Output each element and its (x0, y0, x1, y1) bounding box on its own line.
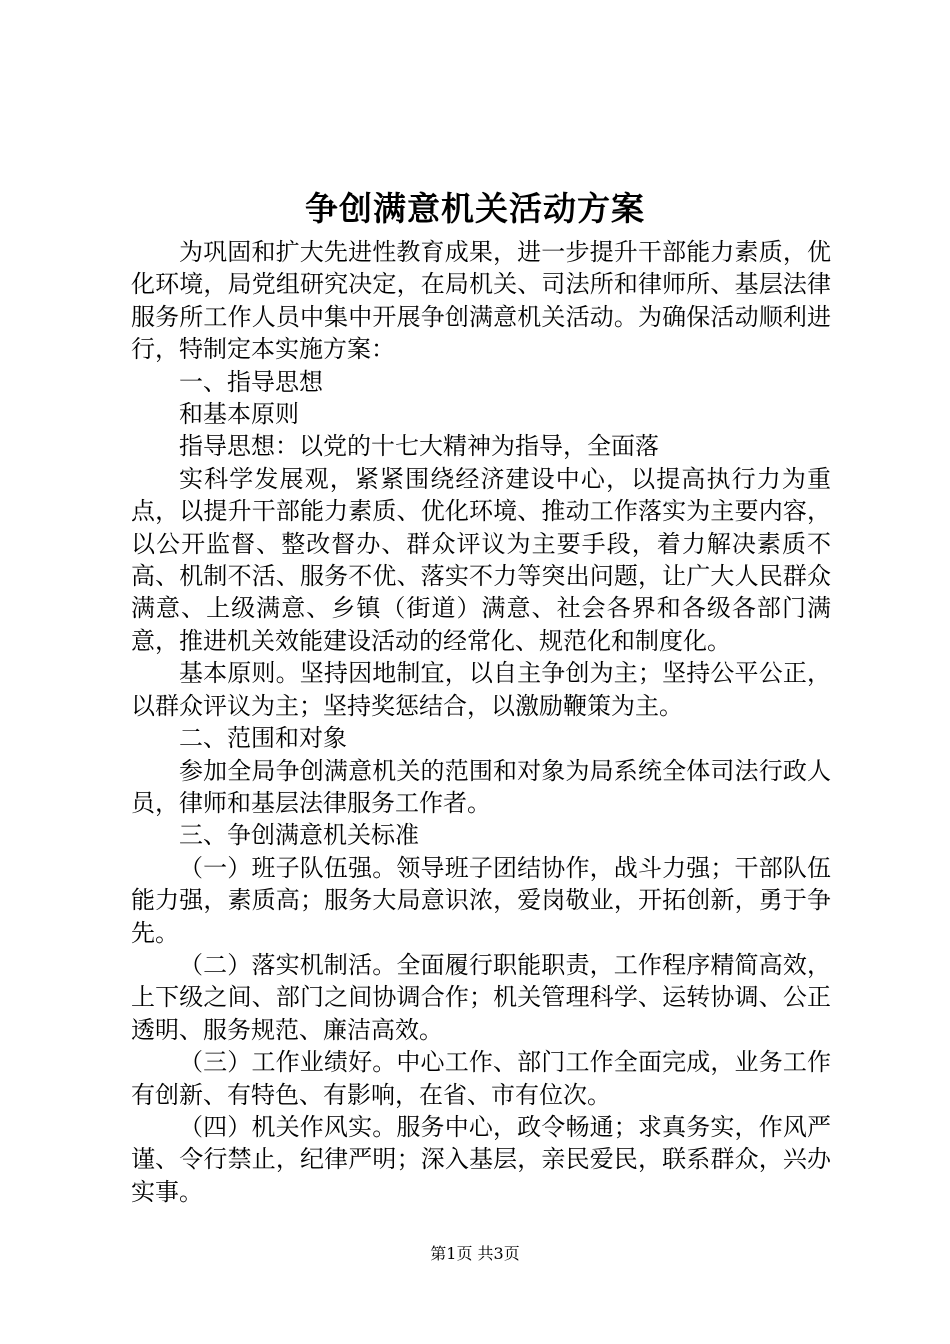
paragraph-guiding-thought: 指导思想：以党的十七大精神为指导，全面落 (179, 432, 659, 461)
page-number: 第1页 共3页 (430, 1244, 520, 1263)
paragraph-standard-3: （三）工作业绩好。中心工作、部门工作全面完成，业务工作有创新、有特色、有影响，在省、市有位次。 (131, 1048, 831, 1109)
document-body (131, 236, 831, 1208)
paragraph-guiding-detail: 实科学发展观，紧紧围绕经济建设中心，以提高执行力为重点，以提升干部能力素质、优化环境、推动工作落实为主要内容，以公开监督、整改督办、群众评议为主要手段，着力解决素质不高、机制不活、服务不优、落实不力等突出问题，让广大人民群众满意、上级满意、乡镇（街道）满意、社会各界和各级各部门满意，推进机关效能建设活动的经常化、规范化和制度化。 (131, 464, 831, 655)
paragraph-standard-1: （一）班子队伍强。领导班子团结协作，战斗力强；干部队伍能力强，素质高；服务大局意识浓，爱岗敬业，开拓创新，勇于争先。 (131, 853, 831, 947)
paragraph-standard-2: （二）落实机制活。全面履行职能职责，工作程序精简高效，上下级之间、部门之间协调合作；机关管理科学、运转协调、公正透明、服务规范、廉洁高效。 (131, 950, 831, 1044)
paragraph-intro: 为巩固和扩大先进性教育成果，进一步提升干部能力素质，优化环境，局党组研究决定，在局机关、司法所和律师所、基层法律服务所工作人员中集中开展争创满意机关活动。为确保活动顺利进行，特制定本实施方案： (131, 238, 831, 364)
section-heading-3: 三、争创满意机关标准 (179, 821, 419, 850)
section-heading-2: 二、范围和对象 (179, 724, 347, 753)
paragraph-scope: 参加全局争创满意机关的范围和对象为局系统全体司法行政人员，律师和基层法律服务工作者。 (131, 756, 831, 817)
paragraph-fragment: 和基本原则 (179, 400, 299, 429)
section-heading-1: 一、指导思想 (179, 367, 323, 396)
paragraph-basic-principle: 基本原则。坚持因地制宜，以自主争创为主；坚持公平公正，以群众评议为主；坚持奖惩结合，以激励鞭策为主。 (131, 659, 831, 720)
paragraph-standard-4: （四）机关作风实。服务中心，政令畅通；求真务实，作风严谨、令行禁止，纪律严明；深入基层，亲民爱民，联系群众，兴办实事。 (131, 1112, 831, 1206)
document-title: 争创满意机关活动方案 (305, 189, 645, 228)
